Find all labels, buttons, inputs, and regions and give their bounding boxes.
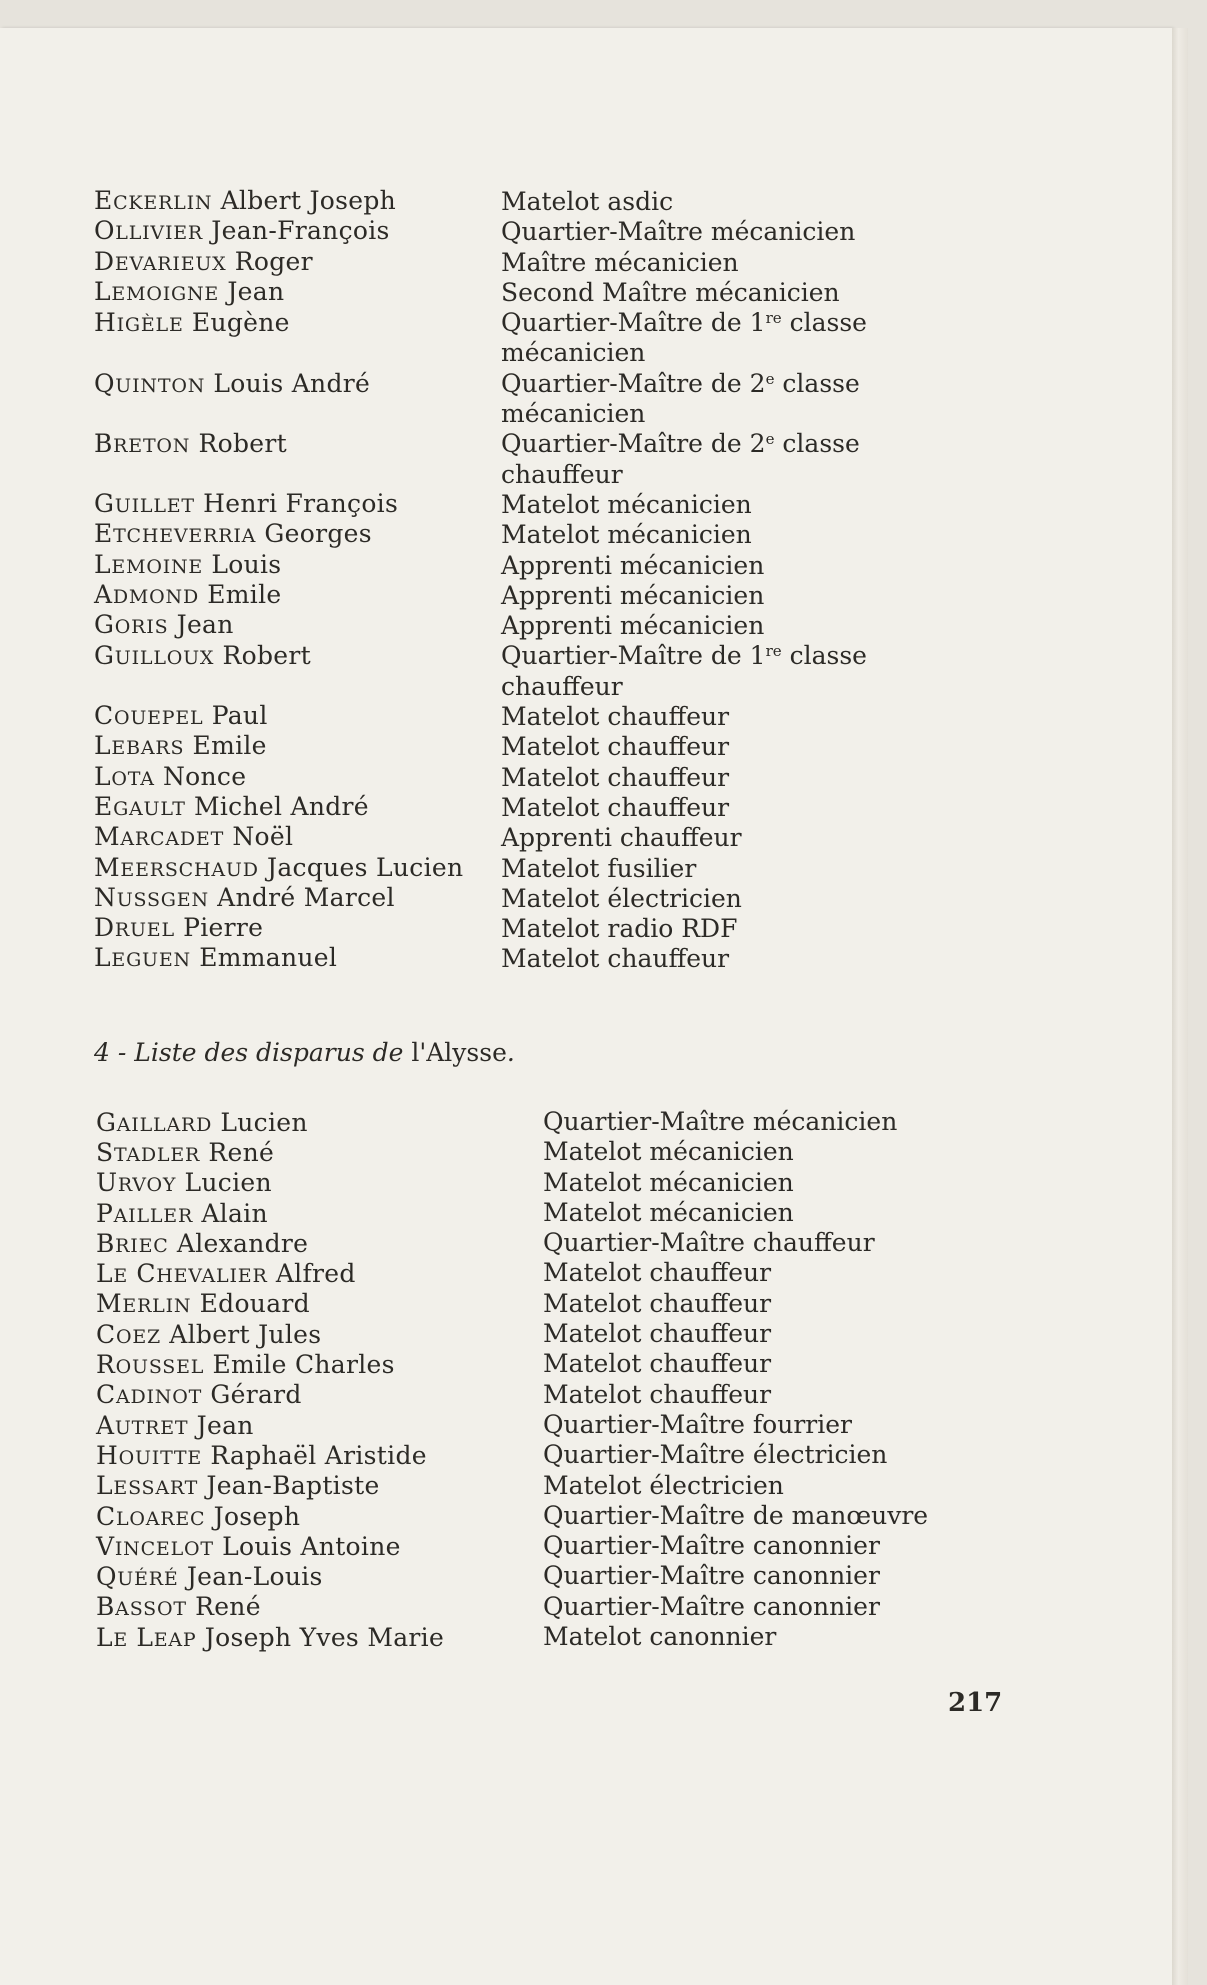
list-item bbox=[94, 248, 867, 278]
person-name bbox=[94, 792, 501, 824]
rank-line: Matelot radio RDF bbox=[501, 914, 738, 944]
last-name: ETCHEVERRIA bbox=[94, 519, 257, 549]
rank bbox=[543, 1501, 928, 1531]
first-name: Louis Antoine bbox=[222, 1531, 401, 1561]
last-name: COUEPEL bbox=[94, 701, 204, 731]
first-name: Jacques Lucien bbox=[267, 852, 464, 882]
list-item bbox=[96, 1198, 928, 1228]
rank-line: Matelot chauffeur bbox=[543, 1288, 772, 1318]
list-item bbox=[96, 1228, 928, 1258]
person-name bbox=[94, 610, 501, 642]
first-name: Henri François bbox=[203, 488, 399, 518]
rank bbox=[501, 763, 729, 793]
list-item bbox=[96, 1471, 928, 1501]
rank bbox=[543, 1258, 771, 1288]
rank bbox=[543, 1440, 887, 1470]
list-item bbox=[94, 490, 867, 520]
rank-line: Quartier-Maître mécanicien bbox=[501, 217, 856, 247]
rank-line: chauffeur bbox=[501, 671, 623, 701]
list-item bbox=[96, 1258, 928, 1288]
last-name: EGAULT bbox=[94, 791, 186, 821]
list-item bbox=[94, 581, 867, 611]
person-name bbox=[96, 1411, 543, 1440]
rank bbox=[501, 490, 752, 520]
rank-line: Matelot chauffeur bbox=[543, 1258, 772, 1288]
rank bbox=[543, 1622, 776, 1652]
crew-list-1 bbox=[94, 187, 867, 975]
person-name bbox=[94, 883, 501, 915]
first-name: Noël bbox=[232, 822, 294, 852]
first-name: Jean bbox=[176, 610, 234, 640]
first-name: Emile bbox=[207, 579, 282, 609]
ordinal-suffix: re bbox=[765, 309, 782, 328]
rank-line: Matelot chauffeur bbox=[501, 792, 730, 822]
list-item bbox=[94, 793, 867, 823]
list-item bbox=[96, 1168, 928, 1198]
last-name: LEMOINE bbox=[94, 549, 204, 579]
rank bbox=[501, 217, 855, 247]
list-item bbox=[96, 1319, 928, 1349]
list-item bbox=[94, 278, 867, 308]
last-name: CLOAREC bbox=[96, 1501, 206, 1531]
rank bbox=[501, 884, 742, 914]
page-number: 217 bbox=[948, 1688, 1003, 1718]
person-name bbox=[96, 1320, 543, 1349]
list-item bbox=[94, 429, 867, 490]
first-name: Gérard bbox=[210, 1380, 302, 1410]
last-name: DRUEL bbox=[94, 913, 175, 943]
rank-line: Quartier-Maître mécanicien bbox=[543, 1107, 898, 1136]
last-name: STADLER bbox=[96, 1137, 201, 1167]
rank-line: mécanicien bbox=[501, 338, 646, 368]
first-name: René bbox=[208, 1137, 275, 1167]
rank bbox=[543, 1319, 771, 1349]
last-name: MEERSCHAUD bbox=[94, 852, 259, 882]
first-name: Nonce bbox=[163, 761, 247, 791]
person-name bbox=[94, 489, 501, 521]
rank bbox=[543, 1107, 897, 1137]
first-name: Lucien bbox=[184, 1168, 272, 1198]
person-name bbox=[96, 1562, 543, 1591]
person-name bbox=[94, 429, 501, 461]
first-name: Roger bbox=[234, 246, 313, 276]
rank bbox=[543, 1531, 880, 1561]
person-name bbox=[96, 1229, 543, 1258]
rank bbox=[501, 369, 860, 430]
rank-line: Matelot fusilier bbox=[501, 853, 697, 883]
last-name: GUILLET bbox=[94, 488, 195, 518]
rank bbox=[543, 1471, 784, 1501]
person-name bbox=[96, 1592, 543, 1621]
list-item bbox=[94, 369, 867, 430]
rank-line: Apprenti chauffeur bbox=[501, 823, 742, 853]
ordinal-suffix: e bbox=[765, 430, 775, 449]
rank-line: Matelot mécanicien bbox=[543, 1197, 794, 1227]
person-name bbox=[94, 943, 501, 975]
list-item bbox=[94, 944, 867, 974]
person-name bbox=[96, 1199, 543, 1228]
rank bbox=[501, 732, 729, 762]
rank bbox=[501, 187, 673, 217]
person-name bbox=[94, 308, 501, 340]
last-name: LESSART bbox=[96, 1471, 199, 1501]
section-title bbox=[94, 1038, 515, 1067]
last-name: LEMOIGNE bbox=[94, 276, 220, 306]
section-title-text: Liste des disparus de bbox=[134, 1038, 404, 1067]
person-name bbox=[96, 1138, 543, 1167]
first-name: Emile Charles bbox=[212, 1350, 395, 1380]
rank bbox=[543, 1561, 880, 1591]
section-title-end: . bbox=[506, 1038, 515, 1067]
list-item bbox=[94, 641, 867, 702]
rank-line: chauffeur bbox=[501, 459, 623, 489]
rank-line: Quartier-Maître électricien bbox=[543, 1440, 888, 1470]
list-item bbox=[96, 1380, 928, 1410]
first-name: Raphaël Aristide bbox=[210, 1440, 427, 1470]
rank-line: Apprenti mécanicien bbox=[501, 580, 765, 610]
rank bbox=[543, 1410, 852, 1440]
rank-line: Matelot mécanicien bbox=[501, 520, 752, 550]
rank bbox=[501, 944, 729, 974]
last-name: VINCELOT bbox=[96, 1531, 214, 1561]
last-name: GUILLOUX bbox=[94, 641, 215, 671]
person-name bbox=[96, 1441, 543, 1470]
last-name: QUÉRÉ bbox=[96, 1562, 179, 1592]
list-item bbox=[94, 884, 867, 914]
list-item bbox=[94, 187, 867, 217]
person-name bbox=[94, 913, 501, 945]
rank bbox=[543, 1228, 875, 1258]
person-name bbox=[94, 369, 501, 401]
rank-line: Matelot chauffeur bbox=[543, 1349, 772, 1379]
first-name: Jean bbox=[227, 276, 285, 306]
list-item bbox=[96, 1440, 928, 1470]
rank-line: Matelot mécanicien bbox=[543, 1137, 794, 1167]
rank-line: Quartier-Maître de manœuvre bbox=[543, 1500, 929, 1530]
rank bbox=[501, 551, 764, 581]
person-name bbox=[96, 1289, 543, 1318]
last-name: COEZ bbox=[96, 1319, 161, 1349]
first-name: René bbox=[195, 1592, 261, 1622]
first-name: Alexandre bbox=[176, 1228, 309, 1258]
first-name: Louis André bbox=[213, 368, 371, 398]
person-name bbox=[94, 822, 501, 854]
list-item bbox=[94, 551, 867, 581]
last-name: QUINTON bbox=[94, 368, 206, 398]
rank-line: Quartier-Maître chauffeur bbox=[543, 1228, 875, 1258]
rank-line: Matelot électricien bbox=[543, 1470, 784, 1500]
rank-line: Matelot asdic bbox=[501, 187, 674, 216]
rank-line: Maître mécanicien bbox=[501, 247, 739, 277]
list-item bbox=[96, 1531, 928, 1561]
first-name: Robert bbox=[222, 641, 311, 671]
first-name: Jean-François bbox=[211, 216, 390, 246]
first-name: Robert bbox=[198, 429, 287, 459]
person-name bbox=[94, 216, 501, 248]
list-item bbox=[96, 1501, 928, 1531]
list-item bbox=[94, 763, 867, 793]
first-name: Louis bbox=[211, 549, 282, 579]
list-item bbox=[94, 611, 867, 641]
rank-line: Matelot chauffeur bbox=[501, 732, 730, 762]
rank bbox=[501, 641, 867, 702]
rank bbox=[501, 611, 764, 641]
rank bbox=[543, 1137, 794, 1167]
last-name: HOUITTE bbox=[96, 1440, 203, 1470]
rank bbox=[543, 1289, 771, 1319]
rank-line: Apprenti mécanicien bbox=[501, 611, 765, 641]
last-name: LEBARS bbox=[94, 731, 185, 761]
rank-line: Matelot mécanicien bbox=[543, 1167, 794, 1197]
rank-line: Quartier-Maître de 2e classe bbox=[501, 429, 860, 459]
first-name: Emmanuel bbox=[199, 943, 338, 973]
person-name bbox=[96, 1108, 543, 1137]
person-name bbox=[94, 701, 501, 733]
last-name: ADMOND bbox=[94, 579, 199, 609]
last-name: LE bbox=[96, 1259, 129, 1289]
first-name: Eugène bbox=[191, 308, 290, 338]
list-item bbox=[96, 1410, 928, 1440]
first-name: Georges bbox=[264, 519, 372, 549]
person-name bbox=[94, 186, 501, 218]
rank bbox=[501, 823, 742, 853]
first-name: Jean-Baptiste bbox=[206, 1471, 380, 1501]
rank bbox=[543, 1380, 771, 1410]
last-name: HIGÈLE bbox=[94, 308, 184, 338]
list-item bbox=[96, 1561, 928, 1591]
rank-line: Second Maître mécanicien bbox=[501, 277, 840, 307]
rank-line: Quartier-Maître de 1re classe bbox=[501, 308, 867, 338]
last-name: GORIS bbox=[94, 610, 169, 640]
rank-line: Matelot chauffeur bbox=[543, 1319, 772, 1349]
last-name: LE bbox=[96, 1622, 129, 1652]
ship-prefix: l'Alysse bbox=[411, 1038, 507, 1067]
first-name: Pierre bbox=[183, 913, 264, 943]
last-name: PAILLER bbox=[96, 1198, 194, 1228]
person-name bbox=[96, 1350, 543, 1379]
list-item bbox=[94, 702, 867, 732]
rank-line: Matelot chauffeur bbox=[501, 762, 730, 792]
person-name bbox=[94, 762, 501, 794]
rank-line: Apprenti mécanicien bbox=[501, 550, 765, 580]
list-item bbox=[94, 854, 867, 884]
last-name: LEAP bbox=[136, 1622, 197, 1652]
list-item bbox=[96, 1622, 928, 1652]
first-name: Michel André bbox=[193, 791, 369, 821]
person-name bbox=[94, 277, 501, 309]
first-name: Emile bbox=[192, 731, 267, 761]
rank bbox=[501, 520, 752, 550]
person-name bbox=[96, 1502, 543, 1531]
last-name: DEVARIEUX bbox=[94, 246, 227, 276]
rank-line: Quartier-Maître canonnier bbox=[543, 1591, 880, 1621]
person-name bbox=[94, 580, 501, 612]
last-name: CHEVALIER bbox=[136, 1259, 268, 1289]
last-name: NUSSGEN bbox=[94, 882, 209, 912]
rank-line: Matelot chauffeur bbox=[501, 944, 730, 974]
last-name: AUTRET bbox=[96, 1410, 189, 1440]
last-name: MERLIN bbox=[96, 1289, 192, 1319]
person-name bbox=[96, 1623, 543, 1652]
person-name bbox=[94, 550, 501, 582]
rank-line: Quartier-Maître canonnier bbox=[543, 1561, 880, 1591]
rank bbox=[543, 1349, 771, 1379]
rank bbox=[501, 429, 860, 490]
first-name: Lucien bbox=[220, 1107, 308, 1137]
last-name: LEGUEN bbox=[94, 943, 191, 973]
first-name: Alfred bbox=[275, 1259, 356, 1289]
first-name: Jean bbox=[196, 1410, 254, 1440]
ordinal-suffix: re bbox=[765, 642, 782, 661]
last-name: MARCADET bbox=[94, 822, 225, 852]
person-name bbox=[94, 731, 501, 763]
rank bbox=[501, 248, 739, 278]
section-number: 4 - bbox=[94, 1038, 127, 1067]
first-name: Albert Jules bbox=[169, 1319, 322, 1349]
rank-line: Quartier-Maître canonnier bbox=[543, 1531, 880, 1561]
rank-line: mécanicien bbox=[501, 399, 646, 429]
first-name: Alain bbox=[201, 1198, 268, 1228]
ordinal-suffix: e bbox=[765, 369, 775, 388]
rank-line: Matelot canonnier bbox=[543, 1622, 777, 1652]
list-item bbox=[94, 217, 867, 247]
rank bbox=[501, 793, 729, 823]
person-name bbox=[94, 641, 501, 673]
person-name bbox=[96, 1532, 543, 1561]
rank bbox=[501, 854, 696, 884]
rank bbox=[501, 278, 840, 308]
list-item bbox=[94, 823, 867, 853]
list-item bbox=[94, 308, 867, 369]
rank bbox=[501, 702, 729, 732]
rank bbox=[543, 1592, 880, 1622]
first-name: Edouard bbox=[199, 1289, 310, 1319]
list-item bbox=[96, 1107, 928, 1137]
list-item bbox=[96, 1592, 928, 1622]
person-name bbox=[96, 1471, 543, 1500]
rank bbox=[543, 1198, 794, 1228]
section-ship-name bbox=[411, 1038, 507, 1067]
person-name bbox=[96, 1168, 543, 1197]
rank-line: Quartier-Maître de 2e classe bbox=[501, 368, 860, 398]
last-name: BRIEC bbox=[96, 1228, 169, 1258]
person-name bbox=[96, 1259, 543, 1288]
list-item bbox=[96, 1137, 928, 1167]
last-name: OLLIVIER bbox=[94, 216, 204, 246]
list-item bbox=[94, 914, 867, 944]
list-item bbox=[96, 1349, 928, 1379]
last-name: CADINOT bbox=[96, 1380, 203, 1410]
first-name: André Marcel bbox=[217, 882, 395, 912]
rank bbox=[501, 581, 764, 611]
rank-line: Quartier-Maître fourrier bbox=[543, 1409, 852, 1439]
first-name: Albert Joseph bbox=[220, 186, 397, 215]
last-name: BRETON bbox=[94, 429, 191, 459]
rank-line: Quartier-Maître de 1re classe bbox=[501, 641, 867, 671]
list-item bbox=[94, 732, 867, 762]
rank-line: Matelot mécanicien bbox=[501, 489, 752, 519]
person-name bbox=[94, 853, 501, 885]
person-name bbox=[94, 519, 501, 551]
last-name: GAILLARD bbox=[96, 1107, 213, 1137]
first-name: Jean-Louis bbox=[186, 1562, 323, 1592]
rank-line: Matelot chauffeur bbox=[501, 702, 730, 732]
last-name: LOTA bbox=[94, 761, 155, 791]
missing-list bbox=[96, 1107, 928, 1652]
rank-line: Matelot électricien bbox=[501, 883, 742, 913]
last-name: ROUSSEL bbox=[96, 1350, 205, 1380]
rank bbox=[501, 308, 867, 369]
rank-line: Matelot chauffeur bbox=[543, 1379, 772, 1409]
last-name: ECKERLIN bbox=[94, 186, 213, 215]
rank bbox=[501, 914, 737, 944]
page-edge bbox=[1172, 28, 1188, 1985]
person-name bbox=[96, 1380, 543, 1409]
first-name: Paul bbox=[211, 701, 268, 731]
first-name: Joseph bbox=[213, 1501, 301, 1531]
person-name bbox=[94, 247, 501, 279]
rank bbox=[543, 1168, 794, 1198]
last-name: URVOY bbox=[96, 1168, 177, 1198]
list-item bbox=[96, 1289, 928, 1319]
last-name: BASSOT bbox=[96, 1592, 187, 1622]
first-name: Joseph Yves Marie bbox=[204, 1622, 445, 1652]
list-item bbox=[94, 520, 867, 550]
